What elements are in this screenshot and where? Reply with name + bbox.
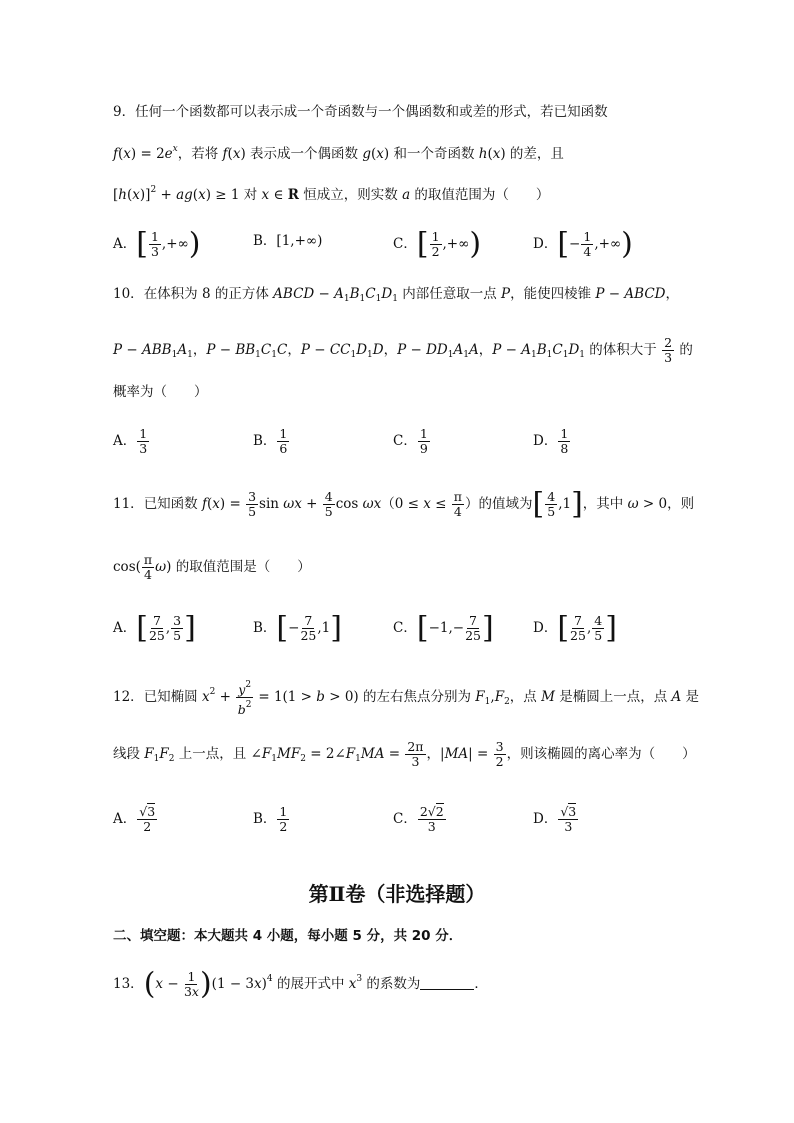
q10-line1: 10．在体积为 8 的正方体 ABCD − $A_1B_1C_1D_1$ 内部任意取一点 P，能使四棱锥 P − ABCD， [113, 286, 679, 304]
q10-option-d[interactable]: D． $\frac{1}{8}$ [533, 426, 569, 456]
q10-text: 在体积为 8 的正方体 [143, 286, 274, 302]
q11-option-c[interactable]: C．[−1,− $\frac{7}{25}$ ] [393, 610, 494, 646]
q12-text: 已知椭圆 [143, 689, 202, 705]
q9-number: 9． [113, 104, 136, 120]
q10-text: 内部任意取一点 [397, 286, 502, 302]
part2-heading: 第Ⅱ卷（非选择题） [308, 882, 486, 906]
q11-line2: cos( $\frac{\pi}{4}$ ω) 的取值范围是（ ） [113, 552, 311, 582]
q9-option-c[interactable]: C．[ $\frac{1}{2}$ ,+∞) [393, 226, 482, 262]
q10-option-a[interactable]: A． $\frac{1}{3}$ [113, 426, 148, 456]
q9-line2: $f(x) = 2e^x$，若将 f(x) 表示成一个偶函数 g(x) 和一个奇函数 h(x) 的差，且 [113, 144, 564, 162]
q12-text: ，点 [509, 689, 542, 705]
q11-text: ）的值域为 [465, 496, 533, 512]
q9-formula-inequality: $[h(x)]^2 + ag(x) \ge 1$ [113, 185, 240, 203]
q12-text: ， [426, 746, 441, 762]
q9-line1 [113, 101, 608, 123]
q13-text: 的系数为 [362, 976, 421, 992]
q13-line: 13．(x − $\frac{1}{3x}$ )$(1 - 3x)^4$ 的展开式中 $x^3$ 的系数为 ． [113, 966, 488, 1002]
q11-option-d[interactable]: D．[ $\frac{7}{25}$ , $\frac{4}{5}$ ] [533, 610, 617, 646]
q12-line1: 12．已知椭圆 $x^2$ + $\frac{y^2}{b^2}$ = 1(1 > b > 0) 的左右焦点分别为 $F_1,F_2$，点 M 是椭圆上一点，点 A 是 [113, 680, 700, 717]
q10-text: ，能使四棱锥 [510, 286, 596, 302]
q13-number: 13． [113, 976, 144, 992]
q10-line2: $P - ABB_1A_1$，$P - BB_1C_1C$，$P - CC_1D_1D$，$P - DD_1A_1A$，$P - A_1B_1C_1D_1$ 的体积大于 $\frac{2}{3}$ 的 [113, 335, 693, 365]
q11-option-a[interactable]: A．[ $\frac{7}{25}$ , $\frac{3}{5}$ ] [113, 610, 196, 646]
q12-option-a[interactable]: A． $\frac{√3}{2}$ [113, 804, 156, 834]
q9-text: 的取值范围为（ ） [410, 187, 550, 203]
q9-text: 的差，且 [505, 146, 564, 162]
q9-text: 和一个奇函数 [389, 146, 479, 162]
q9-text: ，若将 [177, 146, 223, 162]
q12-line2: 线段 $F_1F_2$ 上一点，且 $\angle F_1MF_2$ = $2\angle F_1MA$ = $\frac{2\pi}{3}$ ，|MA| = $\frac{3}{2}$ ，则该椭圆的离心率为（ ） [113, 739, 696, 769]
q10-text: 的 [675, 342, 693, 358]
q9-stem: 任何一个函数都可以表示成一个奇函数与一个偶函数和或差的形式，若已知函数 [135, 104, 608, 120]
q11-line1: 11．已知函数 f(x) = $\frac{3}{5}$ sin ωx + $\frac{4}{5}$ cos ωx（0 ≤ x ≤ $\frac{\pi}{4}$ ）的值域为[ $\frac{4}{5}$ ,1]，其中 ω > 0，则 [113, 486, 695, 522]
section-fill-in-heading: 二、填空题：本大题共 4 小题，每小题 5 分，共 20 分． [113, 928, 463, 944]
q11-text: 的取值范围是（ ） [171, 559, 311, 575]
q9-line3: $[h(x)]^2 + ag(x) \ge 1$ 对 x ∈ R 恒成立，则实数 a 的取值范围为（ ） [113, 185, 550, 203]
q13-text: 的展开式中 [272, 976, 349, 992]
q12-text: 的左右焦点分别为 [358, 689, 476, 705]
q9-text: 表示成一个偶函数 [245, 146, 363, 162]
q12-text: ，则该椭圆的离心率为（ ） [506, 746, 696, 762]
q13-text: ． [474, 976, 488, 992]
q12-text: 是椭圆上一点，点 [554, 689, 672, 705]
q9-option-d[interactable]: D．[− $\frac{1}{4}$ ,+∞) [533, 226, 633, 262]
q11-text: 已知函数 [143, 496, 202, 512]
q13-answer-blank[interactable] [420, 977, 474, 990]
q10-option-c[interactable]: C． $\frac{1}{9}$ [393, 426, 428, 456]
q9-option-b[interactable]: B．[1,+∞) [253, 233, 323, 249]
q12-number: 12． [113, 689, 144, 705]
q11-text: ，其中 [582, 496, 628, 512]
q9-formula-f: $f(x) = 2e^x$ [113, 144, 178, 162]
q10-number: 10． [113, 286, 144, 302]
q12-text: 线段 [113, 746, 145, 762]
q12-text: 是 [681, 689, 700, 705]
q12-option-d[interactable]: D． $\frac{√3}{3}$ [533, 804, 577, 834]
q11-option-b[interactable]: B．[− $\frac{7}{25}$ ,1] [253, 610, 342, 646]
q10-text: 的体积大于 [585, 342, 662, 358]
q10-option-b[interactable]: B． $\frac{1}{6}$ [253, 426, 288, 456]
q9-text: 对 [239, 187, 262, 203]
q12-text: 上一点，且 [174, 746, 251, 762]
q9-text: 恒成立，则实数 [298, 187, 403, 203]
q11-text: ，则 [667, 496, 695, 512]
q10-line3 [113, 381, 208, 403]
q12-option-c[interactable]: C． $\frac{2√2}{3}$ [393, 804, 444, 834]
q12-option-b[interactable]: B． $\frac{1}{2}$ [253, 804, 288, 834]
q11-number: 11． [113, 496, 144, 512]
q10-text: 概率为（ ） [113, 384, 208, 400]
q9-option-a[interactable]: A．[ $\frac{1}{3}$ ,+∞) [113, 226, 201, 262]
q11-text: （ [381, 496, 395, 512]
